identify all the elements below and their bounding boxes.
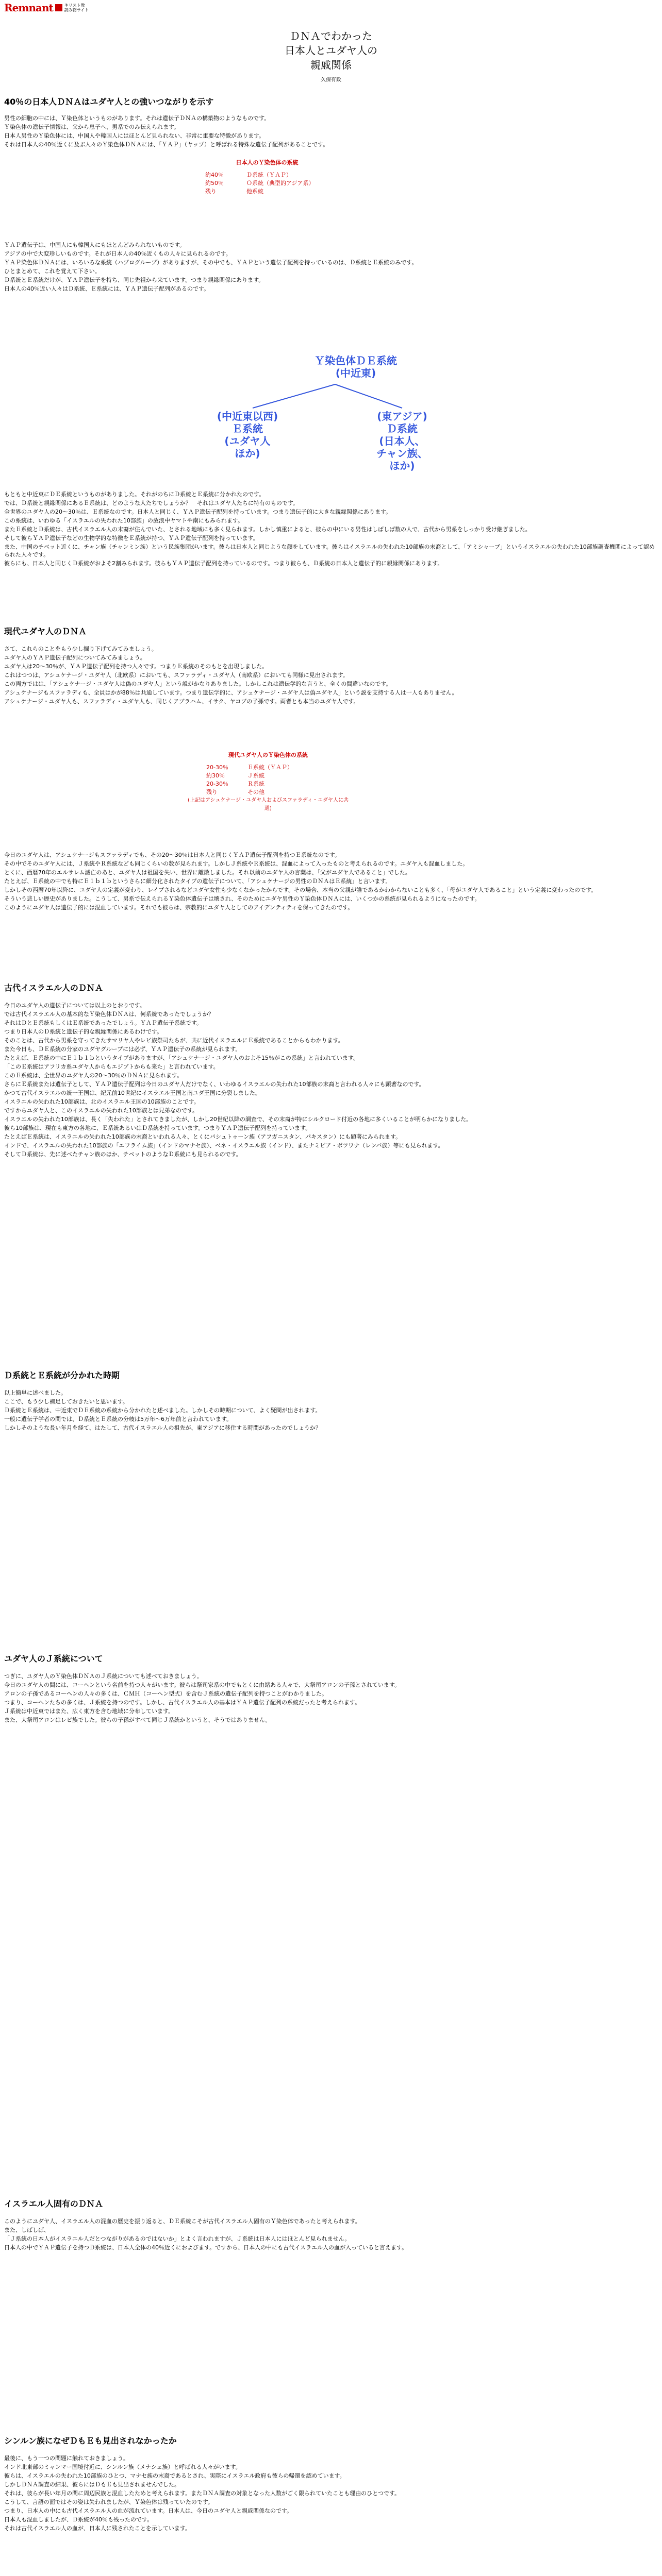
table-row: 残り 他系統 (205, 188, 263, 195)
diagram-right: (東アジア) Ｄ系統 (日本人、 チャン族、 ほか) (376, 410, 428, 472)
paragraph: これはつつは、アシュケナージ・ユダヤ人（北欧系）においても、スファラディ・ユダヤ人（南欧系）においても同様に見出されます。 (4, 672, 349, 679)
paragraph: イスラエルの失われた10部族は、北のイスラエル王国の10部族のことです。 (4, 1098, 200, 1105)
paragraph: つまり日本人のＤ系統と遺伝子的な親縁関係にあるわけです。 (4, 1028, 163, 1035)
table-caption: 日本人のＹ染色体の系統 (236, 159, 299, 166)
paragraph: さて、これらのことをもう少し掘り下げてみてみましょう。 (4, 646, 157, 652)
paragraph: そして彼らＹＡＰ遺伝子などの生物学的な特徴をＥ系統が持つ、ＹＡＰ遺伝子配列を持っています。 (4, 535, 259, 541)
diagram-left: (中近東以西) Ｅ系統 (ユダヤ人 ほか) (217, 410, 278, 460)
paragraph: インド北東部のミャンマー国境付近に、シンルン族（メナシェ族）と呼ばれる人々がいます。 (4, 2464, 241, 2470)
paragraph: ユダヤ人のＹＡＰ遺伝子配列についてみてみましょう。 (4, 654, 146, 661)
paragraph: インドで、イスラエルの失われた10部族の「エフライム族」（インドのマナセ族）、ベネ・イスラエル族（インド）、またナミビア・ボツワナ（レンバ族）等にも見られます。 (4, 1142, 444, 1149)
paragraph: しかしそのような長い年月を経て、はたして、古代イスラエル人の祖先が、東アジアに移住する時間があったのでしょうか？ (4, 1425, 321, 1431)
section-2b-text (4, 851, 658, 912)
page-title: ＤＮＡでわかった 日本人とユダヤ人の 親戚関係 (285, 30, 377, 71)
paragraph: Ｙ染色体の遺伝子情報は、父から息子へ、男系でのみ伝えられます。 (4, 124, 180, 130)
paragraph: 全世界のユダヤ人の20〜30％は、Ｅ系統なのです。日本人と同じく、ＹＡＰ遺伝子配列を持っています。つまり遺伝子的に大きな親縁関係にあります。 (4, 509, 392, 515)
paragraph: その中でそのユダヤ人には、Ｊ系統やＲ系統なども同じくらいの数が見られます。しかしＪ系統やＲ系統は、混血によって入ったものと考えられるのです。ユダヤ人も混血しました。 (4, 860, 469, 867)
table-row: 20-30％ Ｅ系統（ＹＡＰ） (206, 764, 293, 771)
table-row: 約40％ Ｄ系統（ＹＡＰ） (205, 172, 292, 178)
table-row: 約50％ Ｏ系統（典型的アジア系） (205, 180, 315, 187)
paragraph: 一般に遺伝子学者の間では、Ｄ系統とＥ系統の分岐は5万年〜6万年前と言われています。 (4, 1416, 233, 1422)
section-heading-4: Ｄ系統とＥ系統が分かれた時期 (4, 1370, 120, 1380)
paragraph: またＥ系統とＤ系統は、古代イスラエル人の末裔が住んでいた、とされる地域にも多く見られます。しかし慎重によると、彼らの中にいる男性はしばしば数の人で、古代から男系をしっかり受け継ぎました。 (4, 526, 531, 533)
paragraph: 彼らにも、日本人と同じくＤ系統がおよそ2割みられます。彼らもＹＡＰ遺伝子配列を持っているのです。つまり彼らも、Ｄ系統の日本人と遺伝子的に親縁関係にあります。 (4, 560, 443, 567)
y-chromosome-diagram (196, 354, 464, 478)
paragraph: ＹＡＰ遺伝子は、中国人にも韓国人にもほとんどみられないものです。 (4, 242, 186, 248)
paragraph: しかしその西暦70年以降に、ユダヤ人の定義が変わり、レイプされるなどユダヤ女性も少なくなかったからです。その場合、本当の父親が誰であるかわからないことも多く、「母がユダヤ人であること」という定義に変わったのです。 (4, 887, 597, 893)
paragraph: Ｄ系統とＥ系統だけが、ＹＡＰ遺伝子を持ち、同じ先祖から来ています。つまり親縁関係にあります。 (4, 277, 264, 283)
paragraph: この系統は、いわゆる「イスラエルの失われた10部族」の放浪中ヤマトや南にもみられます。 (4, 517, 244, 524)
paragraph: Ｄ系統とＥ系統は、中近東でＤＥ系統の系統から分かれたと述べました。しかしその時期について、よく疑問が出されます。 (4, 1407, 321, 1414)
table-jewish-y (186, 751, 351, 813)
paragraph: 彼らは、イスラエルの失われた10部族のひとつ、マナセ族の末裔であるとされ、実際にイスラエル政府も彼らの帰還を認めています。 (4, 2472, 345, 2479)
paragraph: では古代イスラエル人の基本的なＹ染色体ＤＮＡは、何系統であったでしょうか？ (4, 1011, 214, 1018)
paragraph: また今日も、ＤＥ系統の分家のユダヤグループには必ず、ＹＡＰ遺伝子の系統が見られます。 (4, 1046, 241, 1053)
paragraph: 日本人の中でＹＡＰ遺伝子を持つＤ系統は、日本人全体の40％近くにおよびます。ですから、日本人の中にも古代イスラエル人の血が入っていると言えます。 (4, 2244, 408, 2251)
paragraph: ひとまとめて、これを覚えて下さい。 (4, 268, 101, 275)
paragraph: つまり、コーヘンたちの多くは、Ｊ系統を持つのです。しかし、古代イスラエル人の基本はＹＡＰ遺伝子配列の系統だったと考えられます。 (4, 1699, 361, 1706)
paragraph: 今日のユダヤ人の遺伝子については以上のとおりです。 (4, 1002, 145, 1009)
paragraph: アシュケナージもスファラディも、全員はかが88％は共通しています。つまり遺伝学的に、アシュケナージ・ユダヤ人は偽ユダヤ人」という説を支持する人は一人もありません。 (4, 689, 458, 696)
diagram-lines (196, 354, 464, 478)
paragraph: ＹＡＰ染色体ＤＮＡには、いろいろな系統（ハプログループ）がありますが、その中でも、ＹＡＰという遺伝子配列を持っているのは、Ｄ系統とＥ系統のみです。 (4, 259, 418, 266)
section-1b-text (4, 241, 658, 294)
paragraph: つぎに、ユダヤ人のＹ染色体ＤＮＡのＪ系統についても述べておきましょう。 (4, 1673, 203, 1680)
paragraph: それはＤとＥ系統もしくはＥ系統であったでしょう。ＹＡＰ遺伝子系統です。 (4, 1020, 203, 1026)
paragraph: さらにＥ系統または遺伝子として、ＹＡＰ遺伝子配列は今日のユダヤ人だけでなく、いわゆるイスラエルの失われた10部族の末裔と言われる人々にも顕著なのです。 (4, 1081, 425, 1088)
author: 久保有政 (321, 77, 341, 83)
paragraph: では、Ｄ系統と親縁関係にあるＥ系統は、どのような人たちでしょうか？ それはユダヤ人たちに特有のものです。 (4, 500, 299, 506)
section-heading-2: 現代ユダヤ人のＤＮＡ (4, 626, 87, 636)
section-heading-5: ユダヤ人のＪ系統について (4, 1654, 103, 1664)
paragraph: 男性の細胞の中には、Ｙ染色体というものがあります。それは遺伝子ＤＮＡの構築物のようなものです。 (4, 115, 270, 122)
paragraph: たとえばＥ系統は、イスラエルの失われた10部族の末裔といわれる人々、とくにパシュトゥーン族（アフガニスタン、パキスタン）にも顕著にみられます。 (4, 1133, 402, 1140)
paragraph: ユダヤ人は20〜30％が、ＹＡＰ遺伝子配列を持つ人々です。つまりＥ系統のそのもとを出現しました。 (4, 663, 268, 670)
paragraph: つまり、日本人の中にも古代イスラエル人の血が流れています。日本人は、今日のユダヤ人と親戚関係なのです。 (4, 2507, 293, 2514)
table-japanese-y (205, 159, 329, 196)
table-row: 約30％ Ｊ系統 (206, 772, 264, 779)
diagram-top: Ｙ染色体ＤＥ系統 (中近東) (315, 354, 397, 379)
paragraph: 「Ｊ系統の日本人がイスラエル人だとつながりがあるのではないか」とよく言われますが、Ｊ系統は日本人にはほとんど見られません。 (4, 2235, 351, 2242)
section-1-text (4, 114, 658, 149)
paragraph: 今日のユダヤ人は、アシュケナージもスファラディでも、その20〜30％は日本人と同じくＹＡＰ遺伝子配列を持つＥ系統なのです。 (4, 852, 340, 858)
paragraph: かつて古代イスラエルの統一王国は、紀元前10世紀にイスラエル王国と南ユダ王国に分裂しました。 (4, 1090, 261, 1096)
section-heading-3: 古代イスラエル人のＤＮＡ (4, 983, 103, 993)
section-3-text (4, 1002, 658, 1159)
table-row: 残り その他 (206, 789, 264, 795)
paragraph: それは日本人の40％近くに及ぶ人々のＹ染色体ＤＮＡには、「ＹＡＰ」（ヤップ）と呼ばれる特殊な遺伝子配列があることです。 (4, 141, 329, 148)
paragraph: 最後に、もう一つの問題に触れておきましょう。 (4, 2455, 129, 2462)
paragraph: たとえば、Ｅ系統の中にＥ１ｂ１ｂというタイプがありますが、「アシュケナージ・ユダヤ人のおよそ15％がこの系統」と言われています。 (4, 1055, 359, 1061)
paragraph: このＥ系統は、全世界のユダヤ人の20〜30％のＤＮＡに見られます。 (4, 1072, 183, 1079)
paragraph: そしてＤ系統は、先に述べたチャン族のほか、チベットのようなＤ系統にも見られるのです。 (4, 1151, 242, 1158)
paragraph: この両方ではは、「アシュケナージ・ユダヤ人は偽のユダヤ人」という説がかなりありました。しかしこれは遺伝学的な言うと、全くの間違いなのです。 (4, 681, 392, 687)
paragraph: そういう悲しい歴史がありました。こうして、男系で伝えられるＹ染色体遺伝子は壊され、そのためにユダヤ男性のＹ染色体ＤＮＡには、いくつかの系統が見られるようになったのです。 (4, 895, 481, 902)
section-5-text (4, 1672, 658, 1725)
section-1c-text (4, 490, 658, 568)
paragraph: ですからユダヤ人と、このイスラエルの失われた10部族とは兄弟なのです。 (4, 1107, 198, 1114)
paragraph: このようにユダヤ人、イスラエル人の混血の歴史を振り返ると、ＤＥ系統こそが古代イスラエル人固有のＹ染色体であったと考えられます。 (4, 2218, 361, 2225)
paragraph: とくに、西暦70年のエルサレム滅亡のあと、ユダヤ人は祖国を失い、世界に離散しました。それ以前のユダヤ人の言葉は、「父がユダヤ人であること」でした。 (4, 869, 411, 876)
site-logo[interactable] (4, 3, 89, 12)
paragraph: また、大祭司アロンはレビ族でした。彼らの子孫がすべて同じＪ系統かというと、そうではありません。 (4, 1717, 271, 1723)
paragraph: Ｊ系統は中近東ではまた、広く東方を含む地域に分布しています。 (4, 1708, 174, 1715)
paragraph: それは、彼らが長い年月の間に周辺民族と混血したためと考えられます。またＤＮＡ調査の対象となった人数がごく限られていたことも理由のひとつです。 (4, 2490, 401, 2497)
paragraph: 「このＥ系統はアフリカ系ユダヤ人からもエジプトからも来た」と言われています。 (4, 1063, 219, 1070)
table-caption: 現代ユダヤ人のＹ染色体の系統 (228, 752, 308, 758)
paragraph: それは古代イスラエル人の血が、日本人に残されたことを示しています。 (4, 2525, 191, 2532)
paragraph: こうして、言語の面ではその姿は失われましたが、Ｙ染色体は残っていたのです。 (4, 2499, 213, 2505)
section-heading-7: シンルン族になぜＤもＥも見出されなかったか (4, 2436, 177, 2446)
paragraph: もともと中近東にＤＥ系統というものがありました。それがのちにＤ系統とＥ系統に分かれたのです。 (4, 491, 265, 498)
logo-subtitle: キリスト教 読み物サイト (64, 3, 89, 12)
logo-icon (55, 4, 62, 11)
paragraph: たとえば、Ｅ系統の中でも特にＥ１ｂ１ｂというさらに細分化されたタイプの遺伝子について、「アシュケナージの男性のＤＮＡはＥ系統」と言います。 (4, 878, 391, 885)
paragraph: ここで、もう少し補足しておきたいと思います。 (4, 1398, 128, 1405)
paragraph: アシュケナージ・ユダヤ人も、スファラディ・ユダヤ人も、同じくアブラハム、イサク、ヤコブの子孫です。両者とも本当のユダヤ人です。 (4, 698, 359, 705)
section-2-text (4, 645, 658, 706)
paragraph: このようにユダヤ人は遺伝子的には混血しています。それでも彼らは、宗教的にユダヤ人としてのアイデンティティを保ってきたのです。 (4, 904, 354, 911)
paragraph: 日本人の40％近い人々はＤ系統、Ｅ系統には、ＹＡＰ遺伝子配列があるのです。 (4, 285, 210, 292)
paragraph: また、しばしば、 (4, 2227, 49, 2233)
section-heading-1: 40％の日本人ＤＮＡはユダヤ人との強いつながりを示す (4, 97, 214, 107)
section-4-text (4, 1389, 658, 1433)
paragraph: イスラエルの失われた10部族は、長く「失われた」とされてきましたが、しかし20世紀以降の調査で、その末裔が特にシルクロード付近の各地に多くいることが明らかになりました。 (4, 1116, 472, 1123)
section-6-text (4, 2217, 658, 2252)
paragraph: アジアの中で大変珍しいものです。それが日本人の40％近くもの人々に見られるのです。 (4, 250, 231, 257)
paragraph: 日本人も混血しましたが、Ｄ系統が40％も残ったのです。 (4, 2516, 153, 2523)
logo-mark: Remnant (4, 1, 53, 14)
paragraph: 今日のユダヤ人の間には、コーヘンという名前を持つ人々がいます。彼らは祭司家系の中でもとくに由緒ある人々で、大祭司アロンの子孫とされています。 (4, 1682, 401, 1688)
paragraph: しかしＤＮＡ調査の結果、彼らにはＤもＥも見出されませんでした。 (4, 2481, 180, 2488)
paragraph: 彼ら10部族は、現在も東方の各地に、Ｅ系統あるいはＤ系統を持っています。つまりＹＡＰ遺伝子配列を持っています。 (4, 1125, 311, 1131)
paragraph: 以上簡単に述べました。 (4, 1389, 67, 1396)
table-note: (上記はアシュケナージ・ユダヤ人およびスファラディ・ユダヤ人に共通) (188, 798, 349, 811)
section-heading-6: イスラエル人固有のＤＮＡ (4, 2199, 103, 2209)
paragraph: 日本人男性のＹ染色体には、中国人や韓国人にはほとんど見られない、非常に重要な特徴があります。 (4, 132, 265, 139)
table-row: 20-30％ Ｒ系統 (206, 781, 264, 787)
paragraph: アロンの子孫であるコーヘンの人々の多くは、ＣＭＨ（コーヘン型式）を含むＪ系統の遺伝子配列を持つことがわかりました。 (4, 1690, 327, 1697)
paragraph: また、中国のチベット近くに、チャン族（チャンミン族）という民族集団がいます。彼らは日本人と同じような顔をしています。彼らはイスラエルの失われた10部族の末裔として、「アミシャーブ」というイスラエルの失われた10部族調査機関によって認められた人々です。 (4, 544, 655, 558)
section-7-text (4, 2454, 658, 2533)
paragraph: そのことは、古代から男系を守ってきたサマリヤ人やレビ族祭司たちが、共に近代イスラエルにＥ系統であることからもわかります。 (4, 1037, 344, 1044)
